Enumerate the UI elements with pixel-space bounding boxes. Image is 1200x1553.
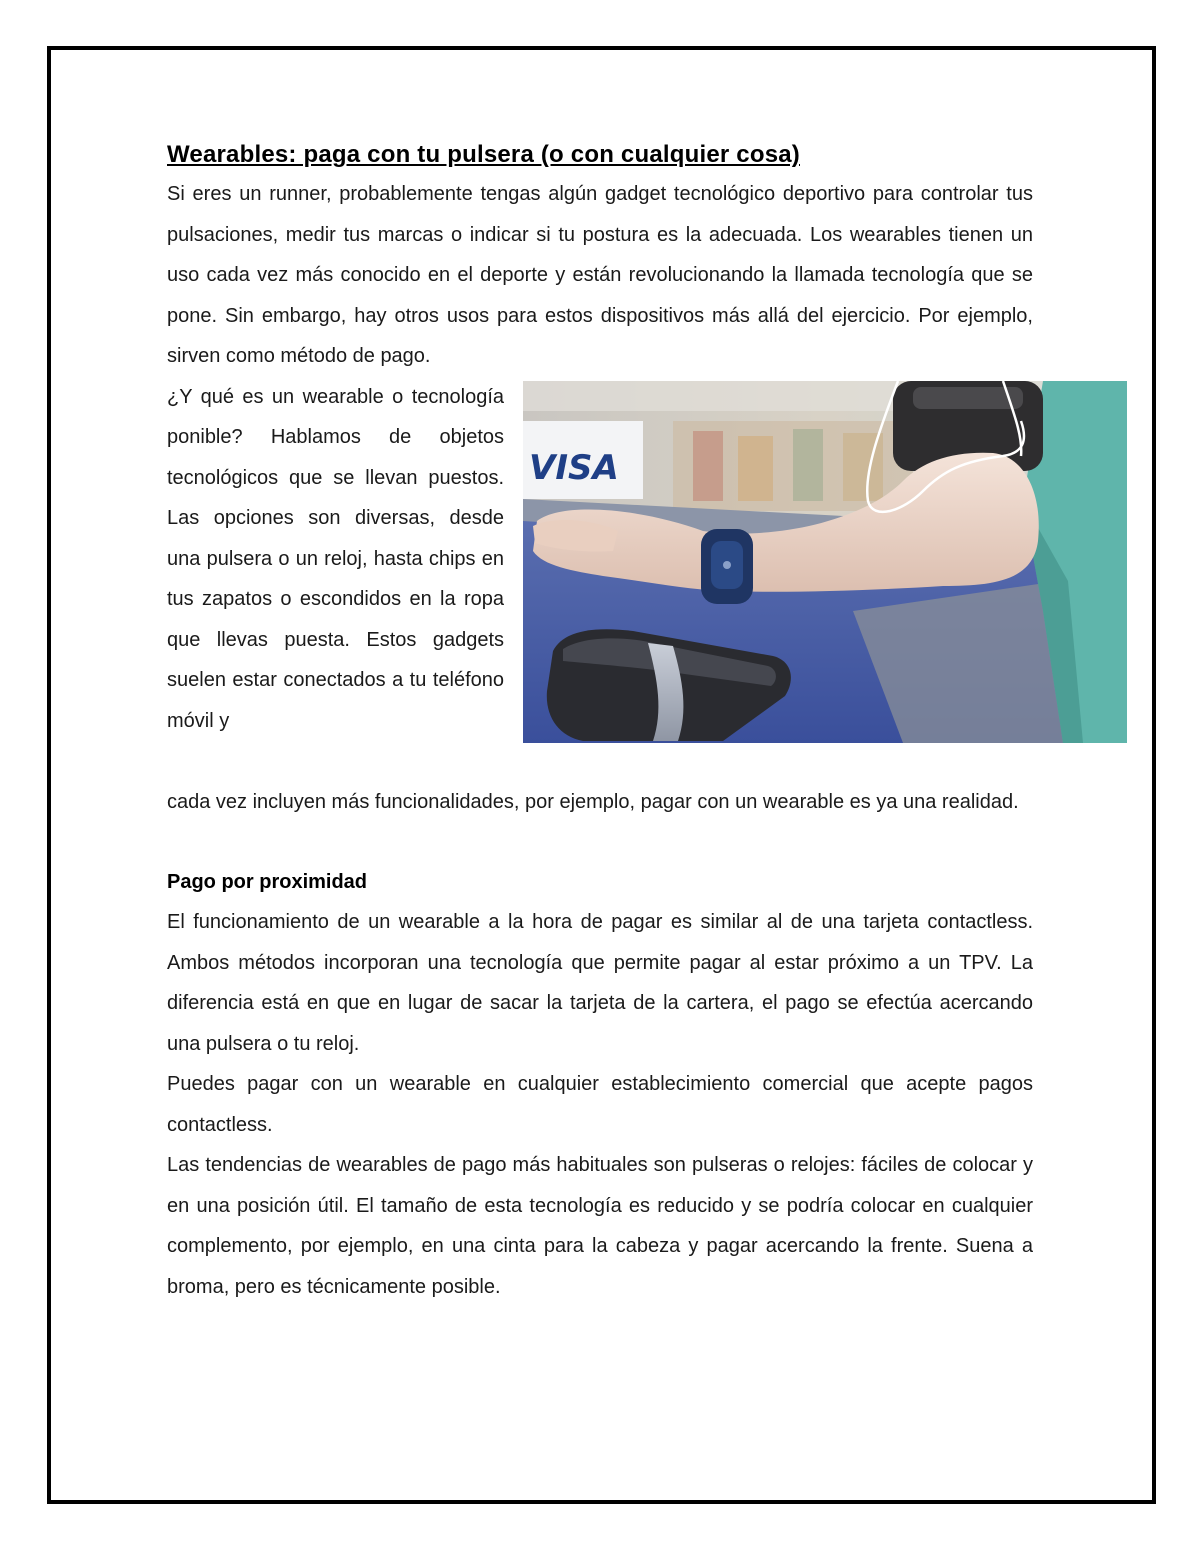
section-heading: Pago por proximidad [167,871,368,893]
float-paragraph-container [167,377,504,742]
wearable-payment-photo [523,381,1127,743]
float-block [167,377,1033,782]
intro-paragraph: Si eres un runner, probablemente tengas algún gadget tecnológico deportivo para controlar tus pulsaciones, medir tus marcas o indicar si tu postura es la adecuada. Los wearables tienen un uso cada vez más conocido en el deporte y están revolucionando la llamada tecnología que se pone. Sin embargo, hay otros usos para estos dispositivos más allá del ejercicio. Por ejemplo, sirven como método de pago. [167,183,1033,367]
section-spacer [167,822,1033,862]
section-paragraph: El funcionamiento de un wearable a la hora de pagar es similar al de una tarjeta contactless. Ambos métodos incorporan una tecnología que permite pagar al estar próximo a un TPV. La diferencia está en que en lugar de sacar la tarjeta de la cartera, el pago se efectúa acercando una pulsera o tu reloj. [167,911,1033,1055]
visa-sign-text: VISA [529,447,619,488]
float-paragraph: ¿Y qué es un wearable o tecnología ponible? Hablamos de objetos tecnológicos que se llevan puestos. Las opciones son diversas, desde una pulsera o un reloj, hasta chips en tus zapatos o escondidos en la ropa que llevas puesta. Estos gadgets suelen estar conectados a tu teléfono móvil y [167,385,504,732]
section-paragraph: Puedes pagar con un wearable en cualquier establecimiento comercial que acepte pagos contactless. [167,1073,1033,1136]
document-body [167,138,1033,1307]
after-float-paragraph: cada vez incluyen más funcionalidades, por ejemplo, pagar con un wearable es ya una realidad. [167,790,1019,813]
document-title: Wearables: paga con tu pulsera (o con cualquier cosa) [167,141,800,168]
section-paragraph: Las tendencias de wearables de pago más habituales son pulseras o relojes: fáciles de colocar y en una posición útil. El tamaño de esta tecnología es reducido y se podría colocar en cualquier complemento, por ejemplo, en una cinta para la cabeza y pagar acercando la frente. Suena a broma, pero es técnicamente posible. [167,1154,1033,1298]
